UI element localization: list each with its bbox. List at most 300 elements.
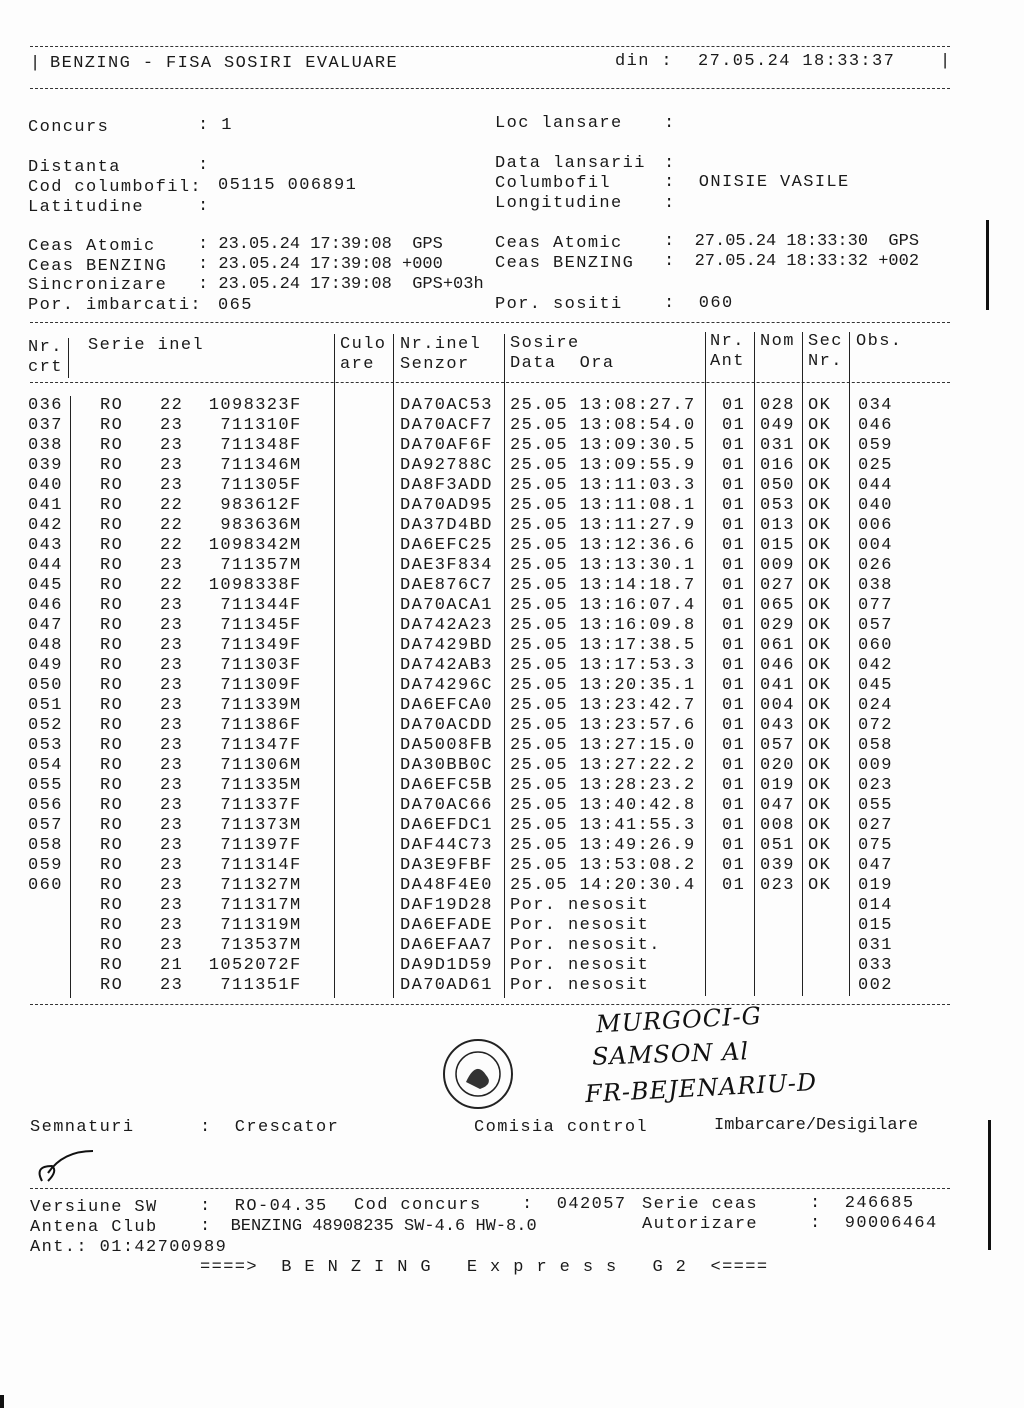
crescator-label: : Crescator	[200, 1118, 340, 1137]
sex: F	[290, 796, 302, 815]
sensor-ring-id: DA8F3ADD	[400, 476, 493, 495]
obs-value: 026	[858, 556, 893, 575]
col-senzor-header: Senzor	[400, 355, 470, 374]
sec-status: OK	[808, 396, 832, 415]
row-number: 038	[28, 436, 63, 455]
country-code: RO	[100, 496, 124, 515]
antenna: 01	[722, 756, 746, 775]
sensor-ring-id: DAE3F834	[400, 556, 493, 575]
country-code: RO	[100, 756, 124, 775]
row-number: 043	[28, 536, 63, 555]
ring-year: 23	[160, 836, 184, 855]
sensor-ring-id: DAF19D28	[400, 896, 493, 915]
sex: F	[290, 656, 302, 675]
row-number: 052	[28, 716, 63, 735]
obs-value: 047	[858, 856, 893, 875]
arrival-time: 25.05 13:23:42.7	[510, 696, 696, 715]
sec-status: OK	[808, 636, 832, 655]
country-code: RO	[100, 856, 124, 875]
sensor-ring-id: DA6EFCA0	[400, 696, 493, 715]
sensor-ring-id: DA3E9FBF	[400, 856, 493, 875]
country-code: RO	[100, 776, 124, 795]
row-number: 037	[28, 416, 63, 435]
nom-number: 031	[760, 436, 795, 455]
sensor-ring-id: DA5008FB	[400, 736, 493, 755]
arrival-time: 25.05 13:11:03.3	[510, 476, 696, 495]
obs-value: 002	[858, 976, 893, 995]
antenna: 01	[722, 836, 746, 855]
ring-year: 23	[160, 916, 184, 935]
country-code: RO	[100, 416, 124, 435]
row-number: 039	[28, 456, 63, 475]
column-rule	[705, 332, 706, 996]
sec-status: OK	[808, 536, 832, 555]
scan-artifact	[986, 220, 989, 310]
divider	[30, 1188, 950, 1189]
sex: M	[290, 556, 302, 575]
ring-number: 983636	[220, 516, 290, 535]
ceas-benzing-start-value: : 23.05.24 17:39:08 +000	[198, 255, 443, 274]
ring-year: 22	[160, 396, 184, 415]
row-number: 055	[28, 776, 63, 795]
antenna: 01	[722, 816, 746, 835]
arrival-time: 25.05 14:20:30.4	[510, 876, 696, 895]
ring-year: 23	[160, 616, 184, 635]
row-number: 036	[28, 396, 63, 415]
sex: F	[290, 956, 302, 975]
antenna-line: Ant.: 01:42700989	[30, 1238, 228, 1257]
sec-status: OK	[808, 876, 832, 895]
country-code: RO	[100, 456, 124, 475]
arrival-time: Por. nesosit	[510, 976, 650, 995]
column-rule	[70, 396, 71, 998]
arrival-time: Por. nesosit.	[510, 936, 661, 955]
nom-number: 053	[760, 496, 795, 515]
sensor-ring-id: DA92788C	[400, 456, 493, 475]
obs-value: 042	[858, 656, 893, 675]
concurs-label: Concurs	[28, 118, 110, 137]
sensor-ring-id: DA70AD95	[400, 496, 493, 515]
country-code: RO	[100, 616, 124, 635]
data-lansarii-value: :	[664, 154, 676, 173]
arrival-time: 25.05 13:08:27.7	[510, 396, 696, 415]
nom-number: 028	[760, 396, 795, 415]
row-number: 053	[28, 736, 63, 755]
nom-number: 023	[760, 876, 795, 895]
din-value: 27.05.24 18:33:37	[698, 52, 896, 71]
cod-concurs-value: : 042057	[522, 1195, 627, 1214]
obs-value: 072	[858, 716, 893, 735]
sensor-ring-id: DA742AB3	[400, 656, 493, 675]
country-code: RO	[100, 656, 124, 675]
cod-columbofil-label: Cod columbofil:	[28, 178, 203, 197]
ring-number: 711357	[220, 556, 290, 575]
ring-year: 23	[160, 736, 184, 755]
ring-year: 23	[160, 716, 184, 735]
imbarcati-label: Por. imbarcati:	[28, 296, 203, 315]
ceas-benzing-end-value: : 27.05.24 18:33:32 +002	[664, 252, 920, 271]
sec-status: OK	[808, 476, 832, 495]
nom-number: 029	[760, 616, 795, 635]
border-bar: |	[940, 52, 952, 71]
imbarcare-label: Imbarcare/Desigilare	[714, 1116, 919, 1135]
imbarcati-value: 065	[218, 296, 253, 315]
nom-number: 065	[760, 596, 795, 615]
sensor-ring-id: DA74296C	[400, 676, 493, 695]
country-code: RO	[100, 956, 124, 975]
obs-value: 023	[858, 776, 893, 795]
ring-number: 983612	[220, 496, 290, 515]
antenna: 01	[722, 776, 746, 795]
sex: F	[290, 436, 302, 455]
sincronizare-value: : 23.05.24 17:39:08 GPS+03h	[198, 275, 484, 294]
country-code: RO	[100, 516, 124, 535]
autorizare-value: : 90006464	[810, 1214, 938, 1233]
row-number: 051	[28, 696, 63, 715]
ring-number: 711344	[220, 596, 290, 615]
sex: M	[290, 776, 302, 795]
ceas-atomic-start-label: Ceas Atomic	[28, 237, 156, 256]
country-code: RO	[100, 576, 124, 595]
ring-year: 22	[160, 496, 184, 515]
country-code: RO	[100, 436, 124, 455]
col-culoare-header2: are	[340, 355, 375, 374]
sex: M	[290, 916, 302, 935]
distanta-value: :	[198, 156, 210, 175]
obs-value: 006	[858, 516, 893, 535]
antenna: 01	[722, 436, 746, 455]
border-bar: |	[30, 54, 42, 73]
obs-value: 075	[858, 836, 893, 855]
col-inel-header: Nr.inel	[400, 335, 482, 354]
ring-number: 711309	[220, 676, 290, 695]
ring-number: 711346	[220, 456, 290, 475]
nom-number: 046	[760, 656, 795, 675]
column-rule	[802, 332, 803, 996]
sensor-ring-id: DA6EFADE	[400, 916, 493, 935]
arrival-time: 25.05 13:53:08.2	[510, 856, 696, 875]
ceas-atomic-start-value: : 23.05.24 17:39:08 GPS	[198, 235, 443, 254]
ring-year: 23	[160, 796, 184, 815]
country-code: RO	[100, 716, 124, 735]
ring-year: 23	[160, 556, 184, 575]
sec-status: OK	[808, 676, 832, 695]
sex: F	[290, 676, 302, 695]
obs-value: 033	[858, 956, 893, 975]
sensor-ring-id: DA30BB0C	[400, 756, 493, 775]
arrival-time: 25.05 13:16:07.4	[510, 596, 696, 615]
country-code: RO	[100, 936, 124, 955]
sositi-value: : 060	[664, 294, 734, 313]
sensor-ring-id: DA7429BD	[400, 636, 493, 655]
obs-value: 034	[858, 396, 893, 415]
ring-number: 711349	[220, 636, 290, 655]
country-code: RO	[100, 396, 124, 415]
ceas-atomic-end-label: Ceas Atomic	[495, 234, 623, 253]
sec-status: OK	[808, 516, 832, 535]
sex: F	[290, 636, 302, 655]
comisia-control-label: Comisia control	[474, 1118, 649, 1137]
ceas-benzing-end-label: Ceas BENZING	[495, 254, 635, 273]
antena-label: Antena Club	[30, 1218, 158, 1237]
handwritten-name: MURGOCI-G	[595, 1001, 763, 1039]
ring-number: 1098323	[208, 396, 290, 415]
versiune-label: Versiune SW	[30, 1198, 158, 1217]
antenna: 01	[722, 396, 746, 415]
obs-value: 045	[858, 676, 893, 695]
nom-number: 049	[760, 416, 795, 435]
country-code: RO	[100, 816, 124, 835]
row-number: 049	[28, 656, 63, 675]
ring-year: 23	[160, 696, 184, 715]
ring-number: 711327	[220, 876, 290, 895]
antenna: 01	[722, 556, 746, 575]
sex: F	[290, 616, 302, 635]
ring-year: 22	[160, 576, 184, 595]
sex: M	[290, 536, 302, 555]
sex: M	[290, 456, 302, 475]
sex: F	[290, 736, 302, 755]
country-code: RO	[100, 556, 124, 575]
sensor-ring-id: DA70ACDD	[400, 716, 493, 735]
antenna: 01	[722, 476, 746, 495]
obs-value: 055	[858, 796, 893, 815]
nom-number: 013	[760, 516, 795, 535]
serie-ceas-value: : 246685	[810, 1194, 915, 1213]
cod-concurs-label: Cod concurs	[354, 1196, 482, 1215]
columbofil-value: : ONISIE VASILE	[664, 173, 850, 192]
antenna: 01	[722, 716, 746, 735]
sensor-ring-id: DA70ACF7	[400, 416, 493, 435]
distanta-label: Distanta	[28, 158, 121, 177]
arrival-time: 25.05 13:40:42.8	[510, 796, 696, 815]
col-sec-header2: Nr.	[808, 352, 843, 371]
ring-year: 21	[160, 956, 184, 975]
divider	[30, 46, 950, 47]
ring-year: 23	[160, 656, 184, 675]
antenna: 01	[722, 876, 746, 895]
antenna: 01	[722, 696, 746, 715]
country-code: RO	[100, 636, 124, 655]
sex: M	[290, 816, 302, 835]
signature-mark	[30, 1145, 100, 1185]
country-code: RO	[100, 836, 124, 855]
obs-value: 024	[858, 696, 893, 715]
row-number: 059	[28, 856, 63, 875]
antenna: 01	[722, 456, 746, 475]
sec-status: OK	[808, 456, 832, 475]
ring-number: 1052072	[208, 956, 290, 975]
arrival-time: 25.05 13:41:55.3	[510, 816, 696, 835]
sositi-label: Por. sositi	[495, 295, 623, 314]
col-crt-header: crt	[28, 358, 63, 377]
sec-status: OK	[808, 776, 832, 795]
ring-number: 711345	[220, 616, 290, 635]
divider	[30, 88, 950, 89]
obs-value: 019	[858, 876, 893, 895]
sensor-ring-id: DA70AD61	[400, 976, 493, 995]
ring-year: 23	[160, 816, 184, 835]
nom-number: 057	[760, 736, 795, 755]
club-stamp	[408, 1010, 548, 1110]
obs-value: 046	[858, 416, 893, 435]
antenna: 01	[722, 796, 746, 815]
ring-year: 23	[160, 936, 184, 955]
sec-status: OK	[808, 716, 832, 735]
ring-number: 711373	[220, 816, 290, 835]
ring-number: 1098342	[208, 536, 290, 555]
antenna: 01	[722, 576, 746, 595]
ring-year: 22	[160, 516, 184, 535]
sec-status: OK	[808, 756, 832, 775]
nom-number: 061	[760, 636, 795, 655]
ring-number: 711335	[220, 776, 290, 795]
sensor-ring-id: DA6EFC25	[400, 536, 493, 555]
sec-status: OK	[808, 496, 832, 515]
obs-value: 027	[858, 816, 893, 835]
arrival-time: 25.05 13:14:18.7	[510, 576, 696, 595]
sec-status: OK	[808, 696, 832, 715]
ring-year: 23	[160, 676, 184, 695]
country-code: RO	[100, 476, 124, 495]
antenna: 01	[722, 636, 746, 655]
country-code: RO	[100, 676, 124, 695]
obs-value: 058	[858, 736, 893, 755]
longitudine-value: :	[664, 194, 676, 213]
row-number: 048	[28, 636, 63, 655]
obs-value: 060	[858, 636, 893, 655]
row-number: 045	[28, 576, 63, 595]
row-number: 042	[28, 516, 63, 535]
obs-value: 044	[858, 476, 893, 495]
scan-artifact	[988, 1120, 991, 1250]
obs-value: 014	[858, 896, 893, 915]
arrival-time: Por. nesosit	[510, 896, 650, 915]
sensor-ring-id: DA742A23	[400, 616, 493, 635]
row-number: 041	[28, 496, 63, 515]
nom-number: 039	[760, 856, 795, 875]
country-code: RO	[100, 976, 124, 995]
ring-number: 711339	[220, 696, 290, 715]
row-number: 056	[28, 796, 63, 815]
country-code: RO	[100, 596, 124, 615]
row-number: 050	[28, 676, 63, 695]
ring-number: 711397	[220, 836, 290, 855]
sex: F	[290, 476, 302, 495]
ring-number: 711347	[220, 736, 290, 755]
antenna: 01	[722, 656, 746, 675]
ring-number: 711306	[220, 756, 290, 775]
row-number: 040	[28, 476, 63, 495]
column-rule	[393, 334, 394, 998]
document-title: BENZING - FISA SOSIRI EVALUARE	[50, 54, 399, 73]
nom-number: 027	[760, 576, 795, 595]
ring-year: 23	[160, 856, 184, 875]
arrival-time: 25.05 13:49:26.9	[510, 836, 696, 855]
obs-value: 015	[858, 916, 893, 935]
sensor-ring-id: DAE876C7	[400, 576, 493, 595]
column-rule	[849, 332, 850, 996]
ring-number: 711303	[220, 656, 290, 675]
sex: F	[290, 576, 302, 595]
column-rule	[504, 334, 505, 998]
ring-year: 23	[160, 476, 184, 495]
sec-status: OK	[808, 796, 832, 815]
ring-year: 23	[160, 876, 184, 895]
sensor-ring-id: DA70AC66	[400, 796, 493, 815]
antenna: 01	[722, 736, 746, 755]
row-number: 044	[28, 556, 63, 575]
sex: F	[290, 856, 302, 875]
nom-number: 051	[760, 836, 795, 855]
sincronizare-label: Sincronizare	[28, 276, 168, 295]
loc-lansare-value: :	[664, 114, 676, 133]
nom-number: 050	[760, 476, 795, 495]
obs-value: 031	[858, 936, 893, 955]
arrival-time: 25.05 13:17:38.5	[510, 636, 696, 655]
antenna: 01	[722, 616, 746, 635]
row-number: 058	[28, 836, 63, 855]
sec-status: OK	[808, 616, 832, 635]
sec-status: OK	[808, 416, 832, 435]
latitudine-value: :	[198, 197, 210, 216]
ring-year: 23	[160, 756, 184, 775]
row-number: 046	[28, 596, 63, 615]
antena-value: : BENZING 48908235 SW-4.6 HW-8.0	[200, 1217, 537, 1236]
column-rule	[754, 332, 755, 996]
ring-year: 23	[160, 436, 184, 455]
divider	[30, 1004, 950, 1005]
sex: M	[290, 696, 302, 715]
ring-number: 1098338	[208, 576, 290, 595]
ring-number: 711310	[220, 416, 290, 435]
col-data-ora-header: Data Ora	[510, 354, 615, 373]
nom-number: 020	[760, 756, 795, 775]
brand-banner: ====> B E N Z I N G E x p r e s s G 2 <====	[200, 1258, 769, 1277]
sensor-ring-id: DA70AF6F	[400, 436, 493, 455]
ceas-atomic-end-value: : 27.05.24 18:33:30 GPS	[664, 232, 920, 251]
ring-year: 23	[160, 416, 184, 435]
din-label: din :	[615, 52, 674, 71]
arrival-time: 25.05 13:09:55.9	[510, 456, 696, 475]
row-number: 057	[28, 816, 63, 835]
data-lansarii-label: Data lansarii	[495, 154, 646, 173]
sex: M	[290, 936, 302, 955]
arrival-time: 25.05 13:13:30.1	[510, 556, 696, 575]
nom-number: 008	[760, 816, 795, 835]
row-number: 054	[28, 756, 63, 775]
arrival-time: Por. nesosit	[510, 916, 650, 935]
col-serie-header: Serie inel	[88, 336, 205, 355]
nom-number: 009	[760, 556, 795, 575]
nom-number: 047	[760, 796, 795, 815]
ring-year: 23	[160, 636, 184, 655]
antenna: 01	[722, 536, 746, 555]
sex: F	[290, 396, 302, 415]
col-nom-header: Nom	[760, 332, 795, 351]
nom-number: 015	[760, 536, 795, 555]
sex: M	[290, 756, 302, 775]
ring-number: 711386	[220, 716, 290, 735]
col-ant-header2: Ant	[710, 352, 745, 371]
arrival-time: 25.05 13:20:35.1	[510, 676, 696, 695]
sec-status: OK	[808, 656, 832, 675]
country-code: RO	[100, 876, 124, 895]
ring-year: 22	[160, 536, 184, 555]
country-code: RO	[100, 536, 124, 555]
sensor-ring-id: DA70ACA1	[400, 596, 493, 615]
country-code: RO	[100, 696, 124, 715]
